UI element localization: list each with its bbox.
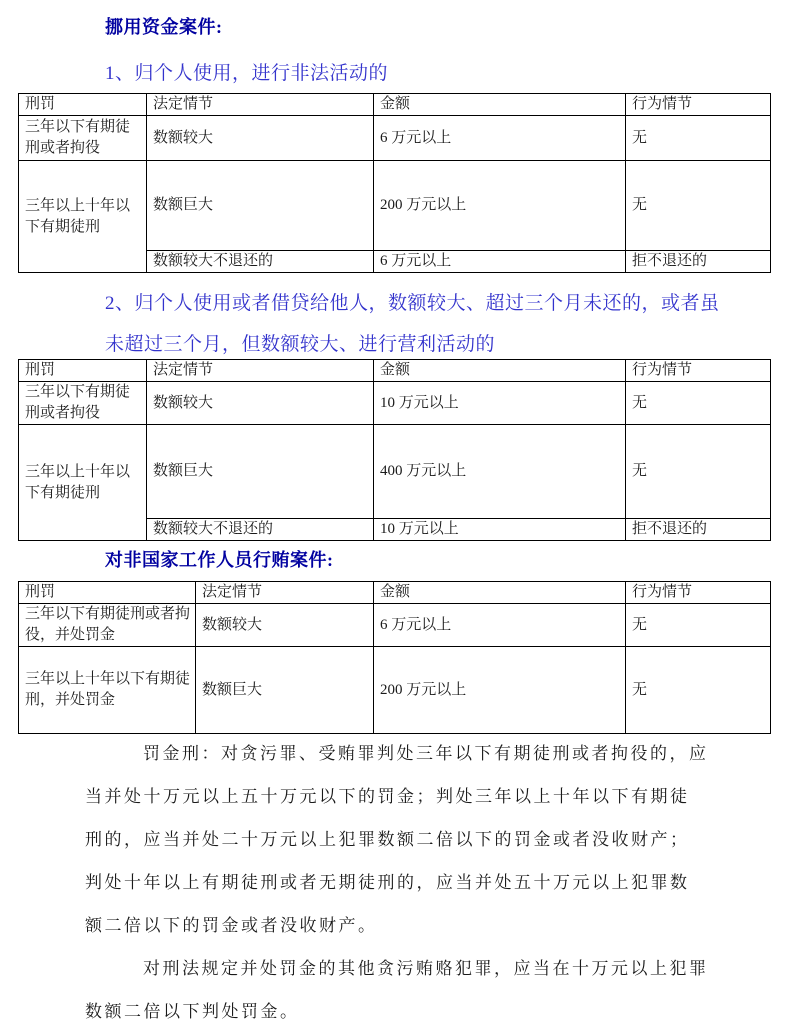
cell-circumstance: 数额较大不退还的 <box>147 251 374 273</box>
paragraph-fine-line: 刑的，应当并处二十万元以上犯罪数额二倍以下的罚金或者没收财产； <box>85 830 690 849</box>
cell-penalty: 三年以下有期徒刑或者拘役 <box>19 382 147 425</box>
col-header-amount: 金额 <box>374 360 626 382</box>
cell-behavior: 无 <box>626 647 771 734</box>
cell-behavior: 无 <box>626 604 771 647</box>
table-header-row <box>19 94 771 116</box>
cell-behavior: 无 <box>626 425 771 519</box>
col-header-behavior: 行为情节 <box>626 582 771 604</box>
table-row <box>19 382 771 425</box>
section-heading-bribery-non-state: 对非国家工作人员行贿案件: <box>105 550 334 570</box>
cell-circumstance: 数额较大 <box>147 382 374 425</box>
cell-circumstance: 数额较大 <box>196 604 374 647</box>
paragraph-fine-line: 判处十年以上有期徒刑或者无期徒刑的，应当并处五十万元以上犯罪数 <box>85 873 690 892</box>
col-header-behavior: 行为情节 <box>626 360 771 382</box>
cell-amount: 200 万元以上 <box>374 647 626 734</box>
table-row <box>19 647 771 734</box>
cell-behavior: 拒不退还的 <box>626 251 771 273</box>
cell-penalty: 三年以上十年以下有期徒刑，并处罚金 <box>19 647 196 734</box>
list-item-2-line-2: 未超过三个月，但数额较大、进行营利活动的 <box>105 334 496 355</box>
cell-amount: 200 万元以上 <box>374 161 626 251</box>
table-misappropriation-illegal-activity <box>18 93 771 273</box>
cell-circumstance: 数额巨大 <box>147 161 374 251</box>
cell-amount: 6 万元以上 <box>374 116 626 161</box>
cell-amount: 6 万元以上 <box>374 604 626 647</box>
col-header-amount: 金额 <box>374 94 626 116</box>
table-misappropriation-loan <box>18 359 771 541</box>
table-bribery-non-state-employees <box>18 581 771 734</box>
col-header-circumstance: 法定情节 <box>196 582 374 604</box>
col-header-circumstance: 法定情节 <box>147 94 374 116</box>
cell-penalty: 三年以下有期徒刑或者拘役，并处罚金 <box>19 604 196 647</box>
cell-amount: 10 万元以上 <box>374 519 626 541</box>
paragraph-fine-line: 额二倍以下的罚金或者没收财产。 <box>85 916 378 935</box>
paragraph-other-crimes-line: 对刑法规定并处罚金的其他贪污贿赂犯罪，应当在十万元以上犯罪 <box>143 959 709 978</box>
fine-penalty-paragraphs <box>85 732 717 1033</box>
col-header-penalty: 刑罚 <box>19 360 147 382</box>
cell-penalty: 三年以上十年以下有期徒刑 <box>19 161 147 273</box>
cell-behavior: 无 <box>626 382 771 425</box>
paragraph-fine-line: 罚金刑：对贪污罪、受贿罪判处三年以下有期徒刑或者拘役的，应 <box>143 744 709 763</box>
paragraph-fine-line: 当并处十万元以上五十万元以下的罚金；判处三年以上十年以下有期徒 <box>85 787 690 806</box>
cell-circumstance: 数额巨大 <box>196 647 374 734</box>
table-row <box>19 604 771 647</box>
cell-circumstance: 数额较大不退还的 <box>147 519 374 541</box>
cell-behavior: 无 <box>626 161 771 251</box>
cell-behavior: 无 <box>626 116 771 161</box>
cell-circumstance: 数额较大 <box>147 116 374 161</box>
table-header-row <box>19 360 771 382</box>
table-row <box>19 161 771 251</box>
table-row <box>19 116 771 161</box>
cell-amount: 400 万元以上 <box>374 425 626 519</box>
list-item-2-line-1: 2、归个人使用或者借贷给他人，数额较大、超过三个月未还的，或者虽 <box>105 293 720 314</box>
col-header-behavior: 行为情节 <box>626 94 771 116</box>
cell-circumstance: 数额巨大 <box>147 425 374 519</box>
cell-penalty: 三年以上十年以下有期徒刑 <box>19 425 147 541</box>
col-header-circumstance: 法定情节 <box>147 360 374 382</box>
col-header-penalty: 刑罚 <box>19 94 147 116</box>
list-item-2 <box>105 283 720 365</box>
cell-penalty: 三年以下有期徒刑或者拘役 <box>19 116 147 161</box>
list-item-1: 1、归个人使用，进行非法活动的 <box>105 63 389 84</box>
table-header-row <box>19 582 771 604</box>
cell-amount: 10 万元以上 <box>374 382 626 425</box>
col-header-penalty: 刑罚 <box>19 582 196 604</box>
table-row <box>19 425 771 519</box>
col-header-amount: 金额 <box>374 582 626 604</box>
section-heading-misappropriation: 挪用资金案件: <box>105 17 223 37</box>
cell-amount: 6 万元以上 <box>374 251 626 273</box>
cell-behavior: 拒不退还的 <box>626 519 771 541</box>
paragraph-other-crimes-line: 数额二倍以下判处罚金。 <box>85 1002 300 1021</box>
